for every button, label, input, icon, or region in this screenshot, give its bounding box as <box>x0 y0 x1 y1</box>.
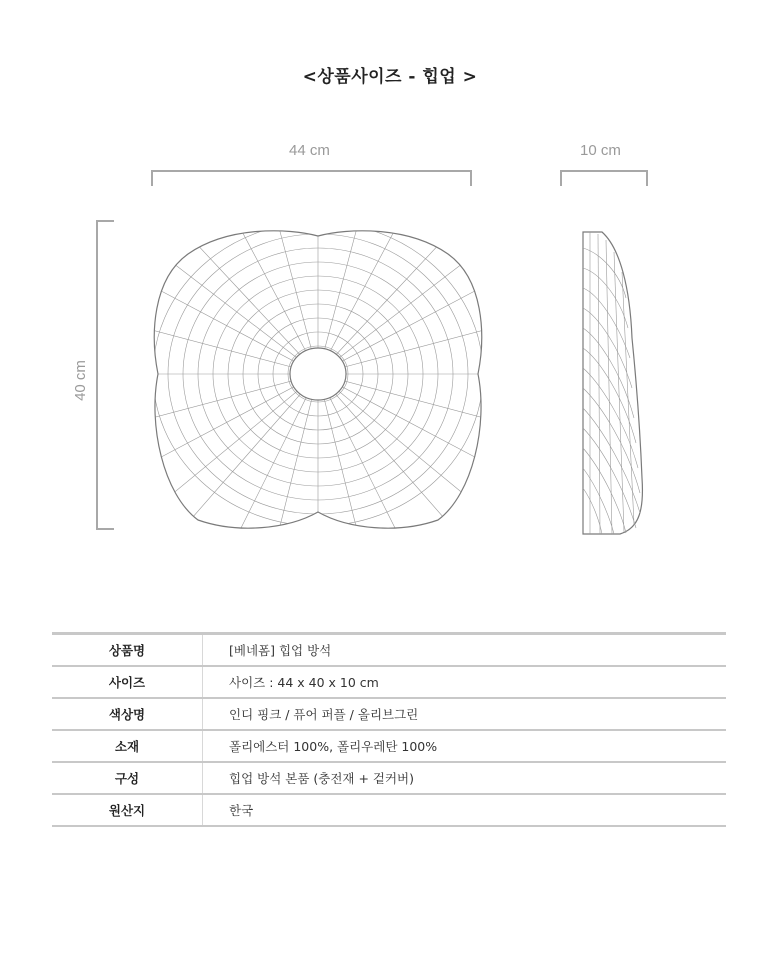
spec-table <box>52 632 726 827</box>
page-title: <상품사이즈 - 힙업 > <box>302 67 478 87</box>
height-bracket <box>96 220 114 530</box>
table-row <box>52 634 726 666</box>
spec-key: 사이즈 <box>52 666 203 698</box>
spec-key: 소재 <box>52 730 203 762</box>
table-row <box>52 698 726 730</box>
width-bracket <box>151 170 472 186</box>
spec-value: 힙업 방석 본품 (충전재 + 겉커버) <box>203 762 727 794</box>
cushion-front-illustration <box>148 224 488 534</box>
spec-key: 색상명 <box>52 698 203 730</box>
table-row <box>52 762 726 794</box>
table-row <box>52 794 726 826</box>
spec-value: 인디 핑크 / 퓨어 퍼플 / 올리브그린 <box>203 698 727 730</box>
spec-value: [베네폼] 힙업 방석 <box>203 634 727 666</box>
depth-label: 10 cm <box>580 142 621 159</box>
cushion-side-illustration <box>580 228 650 538</box>
spec-key: 상품명 <box>52 634 203 666</box>
spec-value: 폴리에스터 100%, 폴리우레탄 100% <box>203 730 727 762</box>
spec-value: 한국 <box>203 794 727 826</box>
height-label: 40 cm <box>71 360 89 401</box>
spec-key: 구성 <box>52 762 203 794</box>
width-label: 44 cm <box>289 142 330 159</box>
table-row <box>52 730 726 762</box>
table-row <box>52 666 726 698</box>
depth-bracket <box>560 170 648 186</box>
spec-key: 원산지 <box>52 794 203 826</box>
spec-value: 사이즈 : 44 x 40 x 10 cm <box>203 666 727 698</box>
